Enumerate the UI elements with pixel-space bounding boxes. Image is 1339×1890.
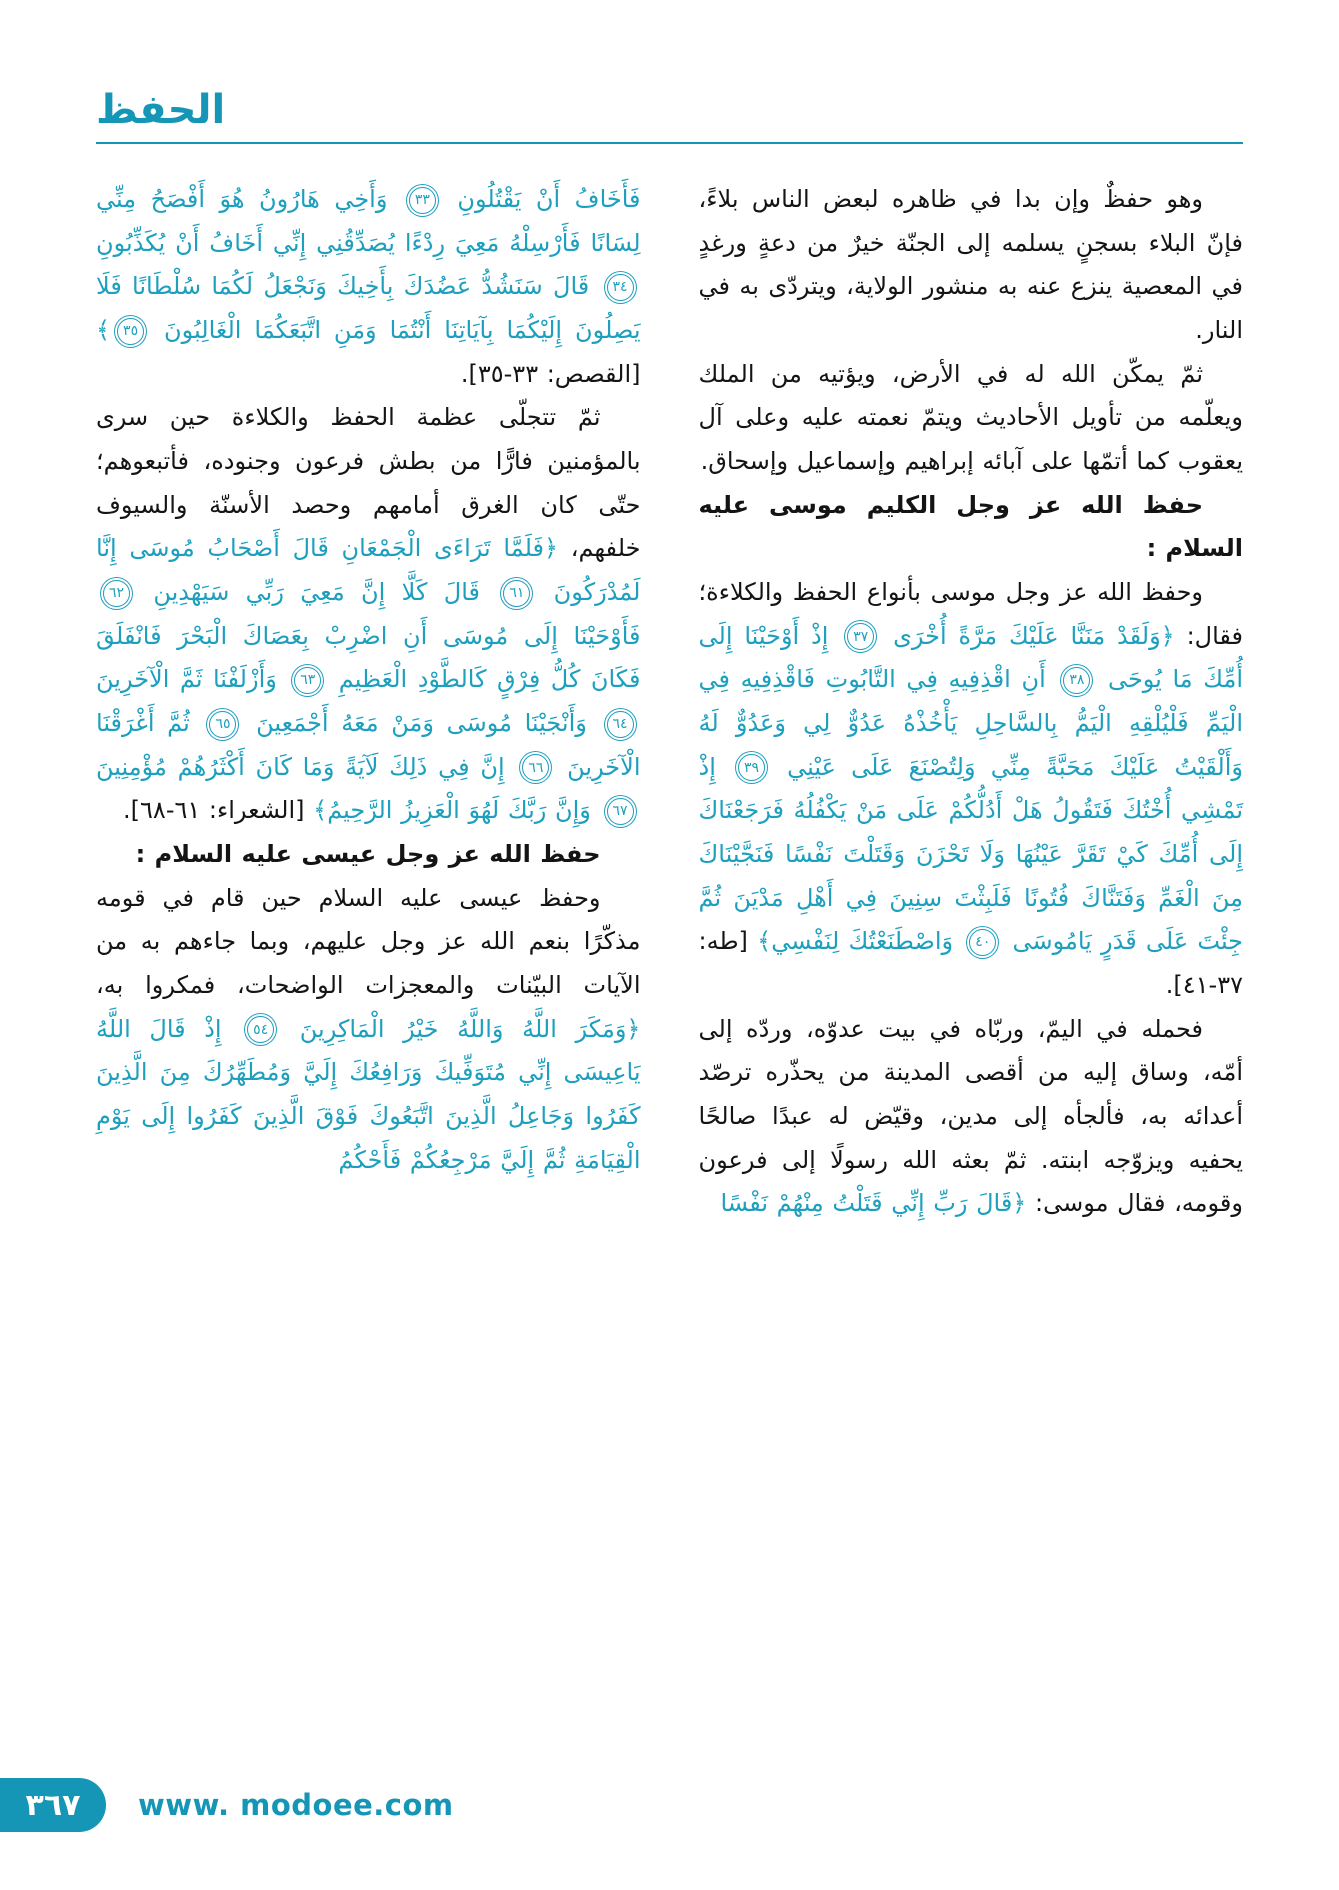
verse-reference: [طه: ٣٧-٤١]. bbox=[698, 927, 1243, 1000]
ayah-number: ٦٦ bbox=[522, 754, 549, 781]
paragraph bbox=[96, 178, 641, 396]
text-columns bbox=[96, 178, 1243, 1226]
text-run: فحمله في اليمّ، وربّاه في بيت عدوّه، وردّه إلى أمّه، وساق إليه من أقصى المدينة من يحذّره ترصّد أعدائه به، فألجأه إلى مدين، وقيّض له عبدًا صالحًا يحفيه ويزوّجه ابنته. ثمّ بعثه الله رسولًا إلى فرعون وقومه، فقال موسى: bbox=[698, 1014, 1243, 1218]
website-text: www. modoee.com bbox=[138, 1788, 454, 1822]
ayah-number: ٣٩ bbox=[738, 754, 765, 781]
quran-verse-run: ﴿وَمَكَرَ اللَّهُ وَاللَّهُ خَيْرُ الْمَاكِرِينَ bbox=[281, 1014, 641, 1043]
left-column bbox=[96, 178, 641, 1226]
text-run: ثمّ يمكّن الله له في الأرض، ويؤتيه من الملك ويعلّمه من تأويل الأحاديث ويتمّ نعمته عليه وعلى آل يعقوب كما أتمّها على آبائه إبراهيم وإسماعيل وإسحاق. bbox=[698, 359, 1243, 476]
quran-verse-run: قَالَ سَنَشُدُّ عَضُدَكَ بِأَخِيكَ وَنَجْعَلُ لَكُمَا سُلْطَانًا فَلَا يَصِلُونَ إِلَيْكُمَا بِآيَاتِنَا أَنْتُمَا وَمَنِ اتَّبَعَكُمَا الْغَالِبُونَ bbox=[96, 272, 641, 345]
paragraph bbox=[699, 484, 1244, 571]
paragraph bbox=[699, 1008, 1244, 1226]
quran-verse-run: وَأَنْجَيْنَا مُوسَى وَمَنْ مَعَهُ أَجْمَعِينَ bbox=[243, 709, 600, 738]
quran-verse-run: إِذْ تَمْشِي أُخْتُكَ فَتَقُولُ هَلْ أَدُلُّكُمْ عَلَى مَنْ يَكْفُلُهُ فَرَجَعْنَاكَ إِلَى أُمِّكَ كَيْ تَقَرَّ عَيْنُهَا وَلَا تَحْزَنَ وَقَتَلْتَ نَفْسًا فَنَجَّيْنَاكَ مِنَ الْغَمِّ وَفَتَنَّاكَ فُتُونًا فَلَبِثْتَ سِنِينَ فِي أَهْلِ مَدْيَنَ ثُمَّ جِئْتَ عَلَى قَدَرٍ يَامُوسَى bbox=[698, 752, 1244, 956]
ayah-number: ٤٠ bbox=[969, 929, 996, 956]
quran-verse-run: فَأَخَافُ أَنْ يَقْتُلُونِ bbox=[442, 185, 641, 213]
text-run: ثمّ تتجلّى عظمة الحفظ والكلاءة حين سرى بالمؤمنين فارًّا من بطش فرعون وجنوده، فأتبعوهم؛ حتّى كان الغرق أمامهم وحصد الأسنّة والسيوف خلفهم، bbox=[96, 403, 641, 563]
text-run: وهو حفظٌ وإن بدا في ظاهره لبعض الناس بلاءً، فإنّ البلاء بسجنٍ يسلمه إلى الجنّة خيرٌ من دعةٍ ورغدٍ في المعصية ينزع عنه به منشور الولاية، ويتردّى به في النار. bbox=[698, 185, 1243, 345]
quran-verse-run: وَأَزْلَفْنَا ثَمَّ الْآخَرِينَ bbox=[96, 665, 288, 694]
paragraph bbox=[96, 833, 641, 877]
quran-verse-run: وَإِنَّ رَبَّكَ لَهُوَ الْعَزِيزُ الرَّحِيمُ﴾ bbox=[313, 796, 600, 825]
ayah-number: ٦١ bbox=[503, 580, 530, 607]
quran-verse-run: فَأَوْحَيْنَا إِلَى مُوسَى أَنِ اضْرِبْ بِعَصَاكَ الْبَحْرَ فَانْفَلَقَ فَكَانَ كُلُّ فِرْقٍ كَالطَّوْدِ الْعَظِيمِ bbox=[96, 621, 641, 694]
quran-verse-run: ﴿فَلَمَّا تَرَاءَى الْجَمْعَانِ قَالَ أَصْحَابُ مُوسَى إِنَّا لَمُدْرَكُونَ bbox=[96, 534, 641, 607]
verse-reference: [الشعراء: ٦١-٦٨]. bbox=[123, 796, 314, 825]
text-run: حفظ الله عز وجل الكليم موسى عليه السلام : bbox=[698, 490, 1243, 563]
ayah-number: ٦٣ bbox=[294, 667, 321, 694]
ayah-number: ٦٤ bbox=[607, 711, 634, 738]
ayah-number: ٦٥ bbox=[209, 711, 236, 738]
quran-verse-run: وَاصْطَنَعْتُكَ لِنَفْسِي﴾ bbox=[757, 927, 963, 956]
text-run: وحفظ الله عز وجل موسى بأنواع الحفظ والكلاءة؛ فقال: bbox=[698, 578, 1244, 650]
paragraph bbox=[699, 353, 1244, 484]
quran-verse-run: ثُمَّ أَغْرَقْنَا الْآخَرِينَ bbox=[96, 709, 641, 781]
ayah-number: ٣٤ bbox=[607, 274, 634, 301]
paragraph bbox=[96, 877, 641, 1183]
quran-verse-run: إِذْ أَوْحَيْنَا إِلَى أُمِّكَ مَا يُوحَى bbox=[698, 621, 1243, 694]
paragraph bbox=[96, 396, 641, 833]
ayah-number: ٦٢ bbox=[103, 580, 130, 607]
ayah-number: ٣٣ bbox=[409, 187, 436, 214]
quran-verse-run: قَالَ كَلَّا إِنَّ مَعِيَ رَبِّي سَيَهْدِينِ bbox=[137, 578, 497, 607]
text-run: حفظ الله عز وجل عيسى عليه السلام : bbox=[135, 840, 601, 869]
quran-verse-run: وَأَخِي هَارُونُ هُوَ أَفْصَحُ مِنِّي لِسَانًا فَأَرْسِلْهُ مَعِيَ رِدْءًا يُصَدِّقُنِي إِنِّي أَخَافُ أَنْ يُكَذِّبُونِ bbox=[96, 185, 641, 257]
paragraph bbox=[699, 571, 1244, 1008]
ayah-number: ٦٧ bbox=[607, 798, 634, 825]
ayah-number: ٣٧ bbox=[847, 623, 874, 650]
quran-verse-run: إِذْ قَالَ اللَّهُ يَاعِيسَى إِنِّي مُتَوَفِّيكَ وَرَافِعُكَ إِلَيَّ وَمُطَهِّرُكَ مِنَ الَّذِينَ كَفَرُوا وَجَاعِلُ الَّذِينَ اتَّبَعُوكَ فَوْقَ الَّذِينَ كَفَرُوا إِلَى يَوْمِ الْقِيَامَةِ ثُمَّ إِلَيَّ مَرْجِعُكُمْ فَأَحْكُمُ bbox=[96, 1014, 641, 1174]
quran-verse-run: إِنَّ فِي ذَلِكَ لَآيَةً وَمَا كَانَ أَكْثَرُهُمْ مُؤْمِنِينَ bbox=[96, 752, 516, 781]
quran-verse-run: ﴿وَلَقَدْ مَنَنَّا عَلَيْكَ مَرَّةً أُخْرَى bbox=[881, 621, 1175, 650]
ayah-number: ٣٥ bbox=[117, 318, 144, 345]
right-column bbox=[699, 178, 1244, 1226]
header-divider bbox=[96, 142, 1243, 144]
ayah-number: ٣٨ bbox=[1063, 667, 1090, 694]
page-footer bbox=[0, 1778, 1339, 1832]
ayah-number: ٥٤ bbox=[247, 1016, 274, 1043]
verse-reference: [القصص: ٣٣-٣٥]. bbox=[460, 359, 641, 388]
quran-verse-run: أَنِ اقْذِفِيهِ فِي التَّابُوتِ فَاقْذِفِيهِ فِي الْيَمِّ فَلْيُلْقِهِ الْيَمُّ بِالسَّاحِلِ يَأْخُذْهُ عَدُوٌّ لِي وَعَدُوٌّ لَهُ وَأَلْقَيْتُ عَلَيْكَ مَحَبَّةً مِنِّي وَلِتُصْنَعَ عَلَى عَيْنِي bbox=[698, 665, 1243, 781]
page-number-badge: ٣٦٧ bbox=[0, 1778, 106, 1832]
quran-verse-run: ﴾ bbox=[96, 316, 111, 345]
paragraph bbox=[699, 178, 1244, 353]
chapter-title: الحفظ bbox=[96, 87, 226, 133]
text-run: وحفظ عيسى عليه السلام حين قام في قومه مذكّرًا بنعم الله عز وجل عليهم، وبما جاءهم به من الآيات البيّنات والمعجزات الواضحات، فمكروا به، bbox=[96, 883, 641, 1000]
page-header bbox=[96, 88, 1243, 144]
quran-verse-run: ﴿قَالَ رَبِّ إِنِّي قَتَلْتُ مِنْهُمْ نَفْسًا bbox=[720, 1189, 1027, 1218]
